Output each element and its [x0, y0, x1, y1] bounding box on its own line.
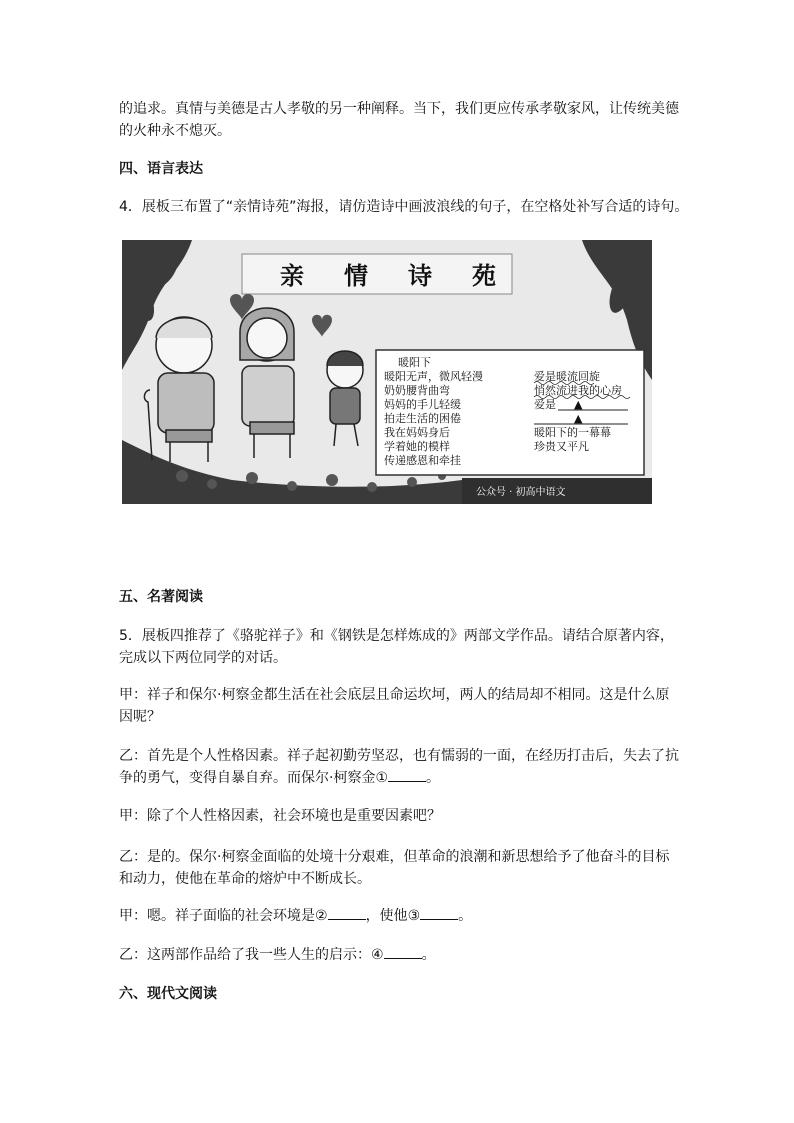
- blank-number: ④: [371, 947, 384, 963]
- question-text: 5．展板四推荐了《骆驼祥子》和《钢铁是怎样炼成的》两部文学作品。请结合原著内容，: [119, 628, 674, 644]
- poem-right-line: 悄然流进我的心房: [534, 384, 622, 397]
- poem-left-line: 学着她的模样: [384, 440, 450, 453]
- dialogue-line: 甲：除了个人性格因素，社会环境也是重要因素吧？: [119, 808, 441, 824]
- paragraph-line: 的追求。真情与美德是古人孝敬的另一种阐释。当下，我们更应传承孝敬家风，让传统美德: [119, 101, 679, 117]
- dialogue-line: 乙：是的。保尔·柯察金面临的处境十分艰难，但革命的浪潮和新思想给予了他奋斗的目标: [119, 849, 670, 865]
- answer-blank[interactable]: [388, 767, 426, 782]
- dialogue-text: ，使他: [365, 908, 408, 924]
- dialogue-text: 甲：嗯。祥子面临的社会环境是: [119, 908, 315, 924]
- poem-right-line: 珍贵又平凡: [534, 440, 589, 453]
- dialogue-line: 甲：祥子和保尔·柯察金都生活在社会底层且命运坎坷，两人的结局却不相同。这是什么原: [119, 687, 670, 703]
- dialogue-text: 争的勇气，变得自暴自弃。而保尔·柯察金: [119, 770, 376, 786]
- blank-marker: ▲: [574, 412, 583, 425]
- poem-poster: [122, 240, 652, 504]
- blank-number: ①: [375, 770, 389, 786]
- blank-number: ②: [315, 908, 328, 924]
- dialogue-line: 乙：首先是个人性格因素。祥子起初勤劳坚忍，也有懦弱的一面，在经历打击后，失去了抗: [119, 748, 679, 764]
- poem-title: 暖阳下: [398, 356, 431, 369]
- poem-left-line: 暖阳无声，微风轻漫: [384, 370, 483, 383]
- answer-blank[interactable]: [384, 944, 422, 959]
- dialogue-text: 。: [426, 770, 441, 786]
- dialogue-line: [119, 767, 679, 789]
- poem-left-line: 拍走生活的困倦: [384, 412, 461, 425]
- dialogue-text: 乙：这两部作品给了我一些人生的启示：: [119, 947, 371, 963]
- dialogue-line: 因呢？: [119, 709, 161, 725]
- poster-title-char: 情: [344, 261, 370, 290]
- blank-marker: ▲: [574, 398, 583, 411]
- poster-title-char: 亲: [280, 261, 306, 290]
- dialogue-line: 和动力，使他在革命的熔炉中不断成长。: [119, 871, 371, 887]
- question-text: 完成以下两位同学的对话。: [119, 650, 287, 666]
- section-heading: 五、名著阅读: [119, 589, 203, 605]
- poem-left-line: 传递感恩和牵挂: [384, 454, 461, 467]
- dialogue-line: [119, 944, 679, 966]
- dialogue-line: [119, 905, 679, 927]
- poem-left-line: 妈妈的手儿轻缓: [384, 398, 461, 411]
- poem-right-line: 爱是暖流回旋: [534, 370, 600, 383]
- poster-title-char: 诗: [408, 261, 434, 290]
- dialogue-text: 。: [458, 908, 473, 924]
- poster-title-char: 苑: [472, 261, 498, 290]
- poem-left-line: 奶奶腰背曲弯: [384, 384, 450, 397]
- question-text: 4．展板三布置了“亲情诗苑”海报，请仿造诗中画波浪线的句子，在空格处补写合适的诗句。: [119, 199, 689, 215]
- answer-blank[interactable]: [420, 905, 458, 920]
- blank-number: ③: [407, 908, 421, 924]
- poem-right-line: 爱是: [534, 398, 556, 411]
- answer-blank[interactable]: [328, 905, 366, 920]
- watermark-text: 公众号 · 初高中语文: [476, 487, 566, 498]
- paragraph-line: 的火种永不熄灭。: [119, 123, 231, 139]
- poem-left-line: 我在妈妈身后: [384, 426, 450, 439]
- section-heading: 四、语言表达: [119, 161, 203, 177]
- section-heading: 六、现代文阅读: [119, 986, 217, 1002]
- dialogue-text: 。: [421, 947, 436, 963]
- poem-right-line: 暖阳下的一幕幕: [534, 426, 611, 439]
